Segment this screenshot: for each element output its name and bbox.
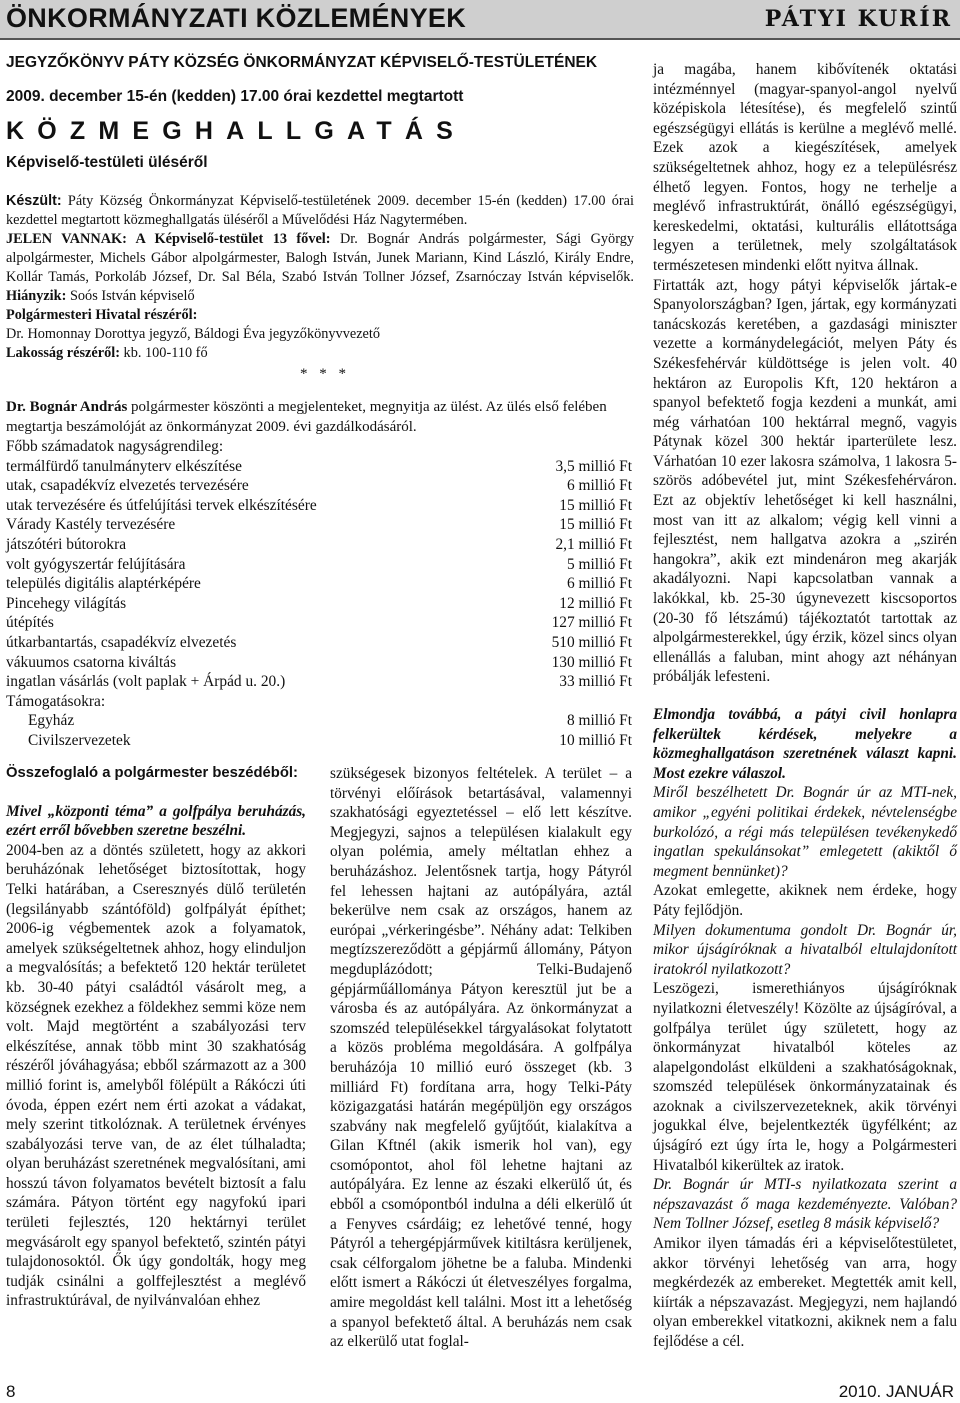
issue-date: 2010. JANUÁR (838, 1382, 954, 1401)
separator-stars: * * * (300, 366, 350, 382)
finance-amount: 3,5 millió Ft (555, 457, 632, 475)
body-paragraph: Firtatták azt, hogy pátyi képviselők jártak-e Spanyolországban? Igen, jártak, egy kormányzati tanácskozás keretében, a gazdasági miniszter vezette a kormánydelegációt, melyen Páty és Székesfehérvár küldöttsége is jelen volt. 40 hektáron az Europolis Kft, 120 hektáron a spanyol befektető fogja kezdeni a munkát, ami még várhatóan 100 hektárral megnő, vagyis Pátynak közel 300 hektár iparterülete lesz. Várhatóan 10 ezer lakosra számolva, 1 lakosra 5-szörös adóbevétel jut, mint Székesfehérváron. Ezt az objektív lehetőséget ki kell használni, most van itt az alkalom; végig kell vinni a fejlesztést, nem hallgatva azokra a „szirén hangokra”, akik ezt mindenáron meg akarják akadályozni. Napi kapcsolatban vannak a lakókkal, kb. 25-30 úgynevezett kiscsoportos (20-30 fő létszámú) tájékoztatót tartottak az alpolgármesterekkel, úgy érzik, közel sincs olyan ellenállás a faluban, mint ahogy azt néhányan próbálják lefesteni. (653, 276, 957, 686)
header-divider (0, 38, 960, 40)
public-text: kb. 100-110 fő (123, 345, 208, 361)
intro-text: polgármester köszönti a megjelenteket, megnyitja az ülést. Az ülés első felében megtartja beszámolóját az önkormányzat 2009. évi gazdálkodásáról. (6, 399, 607, 435)
finances-list (6, 437, 634, 751)
finance-row (6, 653, 634, 673)
finance-label: termálfürdő tanulmányterv elkészítése (6, 457, 242, 475)
finance-amount: 6 millió Ft (567, 575, 632, 593)
answer-paragraph: Leszögezi, ismerethiányos újságíróknak nyilatkozni életveszély! Közölte az újságíróval, a golfpálya terület úgy született, hogy az önkormányzat hivatalból köteles az alapelgondolást elküldeni a szakhatóságoknak, szomszéd települések önkormányzatainak és azoknak a civilszervezeteknek, akik törvényi jogukkal élve, bejelentkezték ügyfélként; az újságíró ezt úgy írta le, hogy a Polgármesteri Hivatalból kikerültek az iratok. (653, 980, 957, 1174)
question-paragraph: Mivel „központi téma” a golfpálya beruházás, ezért erről bővebben szeretne beszélni. (6, 802, 306, 840)
support-row (6, 711, 634, 731)
finance-row (6, 476, 634, 496)
finance-row (6, 535, 634, 555)
finance-label: utak, csapadékvíz elvezetés tervezésére (6, 477, 249, 495)
body-paragraph: ja magába, hanem kibővítenék oktatási intézménnyel (magyar-spanyol-angol nyelvű középiskola létesítése), és megfelelő szintű egészségügyi ellátás is kerülne a meglévő mellé. Ezek azok a kiegészítések, amelyek szükségeltetnek ahhoz, hogy ez a településrész élhető legyen. Fontos, hogy ne terhelje a meglévő infrastruktúrát, önálló egészségügyi, kereskedelmi, oktatási, kulturális ellátottsága legyen a területnek, mely szolgáltatások természetesen mindenki előtt nyitva állnak. (653, 61, 957, 274)
doc-title-big: KÖZMEGHALLGATÁS (6, 117, 467, 145)
finances-heading: Főbb számadatok nagyságrendileg: (6, 438, 224, 455)
public-label: Lakosság részéről: (6, 345, 120, 361)
support-amount: 10 millió Ft (559, 731, 632, 749)
article-column-3 (653, 60, 957, 1352)
present-text: Dr. Bognár András polgármester, Sági György alpolgármester, Michels Gábor alpolgármester, Balogh István, Junek Mariann, Kind László, Király Endre, Kollár Tamás, Porkoláb József, Dr. Sal Béla, Szabó István Tollner József, Zsarnóczay István képviselők. (6, 231, 634, 285)
present-paragraph (6, 230, 634, 306)
masthead-logo: PÁTYI KURÍR (764, 6, 952, 32)
minutes-meta (6, 192, 634, 363)
support-row (6, 731, 634, 751)
finance-row (6, 613, 634, 633)
finance-amount: 5 millió Ft (567, 555, 632, 573)
finance-amount: 2,1 millió Ft (555, 535, 632, 553)
doc-title-line2: 2009. december 15-én (kedden) 17.00 órai kezdettel megtartott (6, 88, 464, 105)
doc-title-line1: JEGYZŐKÖNYV PÁTY KÖZSÉG ÖNKORMÁNYZAT KÉPVISELŐ-TESTÜLETÉNEK (6, 54, 598, 71)
absent-text: Soós István képviselő (69, 288, 195, 304)
prepared-label: Készült: (6, 193, 62, 209)
support-label: Egyház (28, 712, 75, 730)
finance-amount: 15 millió Ft (559, 516, 632, 534)
finance-row (6, 457, 634, 477)
finance-label: utak tervezésére és útfelújítási tervek elkészítésére (6, 496, 317, 514)
absent-label: Hiányzik: (6, 288, 67, 304)
finance-label: útkarbantartás, csapadékvíz elvezetés (6, 633, 237, 651)
intro-paragraph (6, 398, 636, 437)
answer-paragraph: Azokat emlegette, akiknek nem érdeke, hogy Páty fejlődjön. (653, 882, 957, 919)
body-paragraph: 2004-ben az a döntés született, hogy az akkori beruházónak lehetőséget biztosítottak, hogy Telki határában, a Cseresznyés dülő területén (legsilányabb szántóföld) golfpályát építhet; 2006-ig végbementek azok a folyamatok, amelyek szükségeltetnek ahhoz, hogy elinduljon a megvalósítás; a befektető 120 hektár területet kb. 30-40 pátyi családtól vásárolt meg, a községnek ezekhez a földekhez semmi köze nem volt. Majd megtörtént a szabályozási terv elkészítése, annak több mint 30 szakhatóság részéről jóváhagyása; ebből származott az a 300 millió forint is, amelyből fölépült a Rákóczi úti óvoda, éppen ezért nem érti azokat a vádakat, mely szerint titkolóznak. A területnek érvényes szabályozási terve van, de az élet túlhaladta; olyan beruházást szeretnének megvalósítani, ami hosszú távon folyamatos bevételt biztosít a falu számára. Pátyon történt egy nagyfokú ipari területi fejlesztés, 120 hektárnyi terület megvásárolt egy spanyol befektető, szintén pátyi tulajdonosoktól. Ők úgy gondolták, hogy meg tudják csinálni a golffejlesztést a meglévő infrastruktúrával, de nyilvánvalóan ehhez (6, 841, 306, 1310)
finance-label: Pincehegy világítás (6, 594, 127, 612)
summary-heading: Összefoglaló a polgármester beszédéből: (6, 765, 298, 781)
finance-amount: 130 millió Ft (551, 653, 632, 671)
finance-amount: 127 millió Ft (551, 614, 632, 632)
finance-label: útépítés (6, 614, 54, 632)
finance-label: Várady Kastély tervezésére (6, 516, 176, 534)
finance-label: ingatlan vásárlás (volt paplak + Árpád u. 20.) (6, 673, 286, 691)
finance-amount: 33 millió Ft (559, 673, 632, 691)
question-paragraph: Dr. Bognár úr MTI-s nyilatkozata szerint a népszavazást ő maga kezdeményezte. Valóban? Nem Tollner József, esetleg 8 másik képviselő? (653, 1176, 957, 1233)
present-label: JELEN VANNAK: A Képviselő-testület 13 fővel: (6, 231, 331, 247)
body-paragraph: szükségesek bizonyos feltételek. A terület – a törvényi előírások betartásával, valamennyi szakhatósági egyeztetéssel – elő lett készítve. Megjegyzi, sajnos a településen kialakult egy olyan polémia, amely méltatlan ehhez a beruházáshoz. Jelentősnek tartja, hogy Pátyról fel lehessen hajtani az autópályára, aztál bekerülve nem csak az országos, hanem az európai „vérkeringésbe”. Néhány adat: Telkiben megtízszereződött a gépjármű állomány, Pátyon megduplázódott; Telki-Budajenő gépjárműállománya Pátyon keresztül jut be a városba és az autópályára. Az önkormányzat a szomszéd településekkel tárgyalásokat folytatott a közös probléma megoldására. A golfpálya beruházója 10 millió euró összeget (kb. 3 milliárd Ft) fordítana arra, hogy Telki-Páty közigazgatási határán megépüljön egy országos szabvány nak megfelelő gyűjtőút, kialakítva a Gilan Kftnél (akik ismerik hol van), egy csomópontot, ahol föl lehetne hajtani az autópályára. Ez lenne az északi elkerülő út, és ebből a csomópontból indulna a déli elkerülő út a Fenyves csárdáig; ez lehetővé tenné, hogy Pátyról a tehergépjárművek kitiltásra kerüljenek, csak célforgalom jöhetne be a faluba. Mindenki előtt ismert a Rákóczi út életveszélyes forgalma, amire megoldást kell találni. Most itt a lehetőség a spanyol befektető által. A beruházás nem csak az elkerülő utat foglal- (330, 765, 632, 1351)
support-heading: Támogatásokra: (6, 692, 106, 710)
intro-speaker: Dr. Bognár András (6, 399, 128, 415)
finance-amount: 6 millió Ft (567, 477, 632, 495)
support-label: Civilszervezetek (28, 731, 131, 749)
finance-amount: 12 millió Ft (559, 594, 632, 612)
section-title: ÖNKORMÁNYZATI KÖZLEMÉNYEK (6, 3, 466, 33)
answer-paragraph: Amikor ilyen támadás éri a képviselőtestületet, akkor törvényi lehetőség van arra, hogy megkérdezék az embereket. Megtették amit kell, kiírták a népszavazást. Megjegyzi, nem hajlandó olyan emberekkel vitatkozni, akiknek nem a falu fejlődése a cél. (653, 1235, 957, 1350)
office-label: Polgármesteri Hivatal részéről: (6, 307, 198, 323)
finance-row (6, 555, 634, 575)
finance-label: volt gyógyszertár felújítására (6, 555, 186, 573)
question-paragraph: Miről beszélhetett Dr. Bognár úr az MTI-nek, amikor „egyéni politikai érdekek, névtelenségbe burkolózó, a régi más településen tevékenykedő ingatlan spekulánsokat” emlegetett (akiktől ő megment bennünket)? (653, 784, 957, 880)
finance-label: vákuumos csatorna kiváltás (6, 653, 177, 671)
finance-amount: 15 millió Ft (559, 496, 632, 514)
office-paragraph (6, 306, 634, 325)
finance-row (6, 594, 634, 614)
article-column-1 (6, 764, 306, 1311)
finance-amount: 510 millió Ft (551, 633, 632, 651)
question-paragraph: Elmondja továbbá, a pátyi civil honlapra felkerültek kérdések, melyekre a közmeghallgatáson szeretnének választ kapni. Most ezekre válaszol. (653, 706, 957, 782)
finance-row (6, 515, 634, 535)
finance-label: játszótéri bútorokra (6, 535, 127, 553)
finance-row (6, 574, 634, 594)
finance-row (6, 672, 634, 692)
page-number: 8 (6, 1382, 16, 1401)
prepared-paragraph (6, 192, 634, 230)
finance-row (6, 496, 634, 516)
support-amount: 8 millió Ft (567, 712, 632, 730)
finance-label: település digitális alaptérképére (6, 575, 201, 593)
office-text: Dr. Homonnay Dorottya jegyző, Báldogi Éva jegyzőkönyvvezető (6, 326, 381, 342)
doc-subtitle: Képviselő-testületi üléséről (6, 154, 208, 171)
finance-row (6, 633, 634, 653)
public-paragraph (6, 344, 634, 363)
prepared-text: Páty Község Önkormányzat Képviselő-testületének 2009. december 15-én (kedden) 17.00 órai kezdettel megtartott közmeghallgatás üléséről a Művelődési Ház Nagytermében. (6, 193, 634, 228)
question-paragraph: Milyen dokumentuma gondolt Dr. Bognár úr, mikor újságíróknak a hivatalból eltulajdonított iratokról nyilatkozott? (653, 921, 957, 978)
article-column-2 (330, 764, 632, 1352)
